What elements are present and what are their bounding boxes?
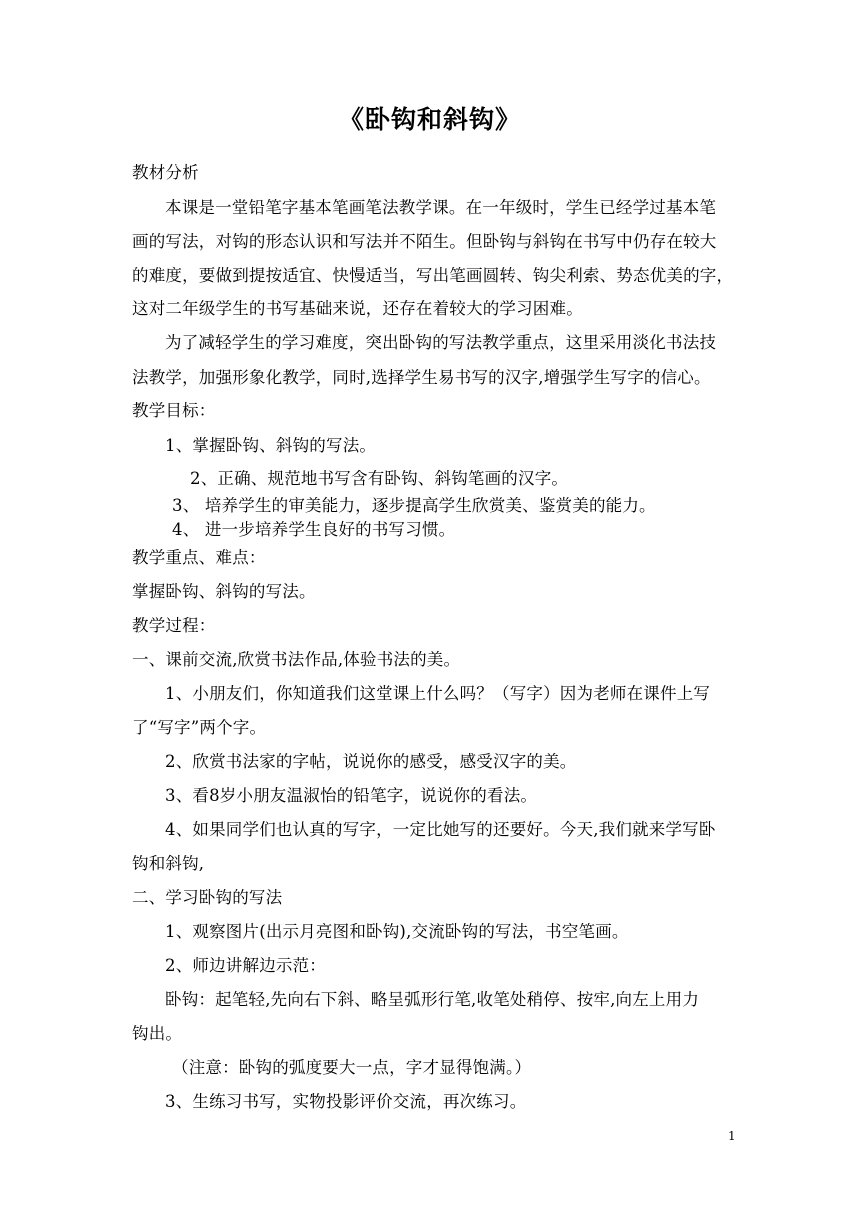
paragraph-line: 钩出。 bbox=[132, 1024, 183, 1043]
paragraph-line: 这对二年级学生的书写基础来说，还存在着较大的学习困难。 bbox=[132, 299, 583, 318]
section-heading-analysis: 教材分析 bbox=[132, 163, 199, 182]
paragraph-line: 2、师边讲解边示范： bbox=[165, 956, 326, 975]
document-title: 《卧钩和斜钩》 bbox=[338, 105, 521, 134]
goal-item: 3、 培养学生的审美能力，逐步提高学生欣赏美、鉴赏美的能力。 bbox=[172, 496, 656, 515]
paragraph-line: 法教学，加强形象化教学，同时,选择学生易书写的汉字,增强学生写字的信心。 bbox=[132, 368, 711, 387]
paragraph-line: 画的写法，对钩的形态认识和写法并不陌生。但卧钩与斜钩在书写中仍存在较大 bbox=[132, 232, 717, 251]
paragraph-line: 4、如果同学们也认真的写字，一定比她写的还要好。今天,我们就来学写卧 bbox=[165, 820, 716, 839]
paragraph-line: 掌握卧钩、斜钩的写法。 bbox=[132, 582, 316, 601]
paragraph-line: 1、观察图片(出示月亮图和卧钩),交流卧钩的写法，书空笔画。 bbox=[165, 922, 629, 941]
section-heading-process: 教学过程： bbox=[132, 616, 216, 635]
goal-item: 2、正确、规范地书写含有卧钩、斜钩笔画的汉字。 bbox=[190, 469, 569, 488]
paragraph-line: 的难度，要做到提按适宜、快慢适当，写出笔画圆转、钩尖利索、势态优美的字， bbox=[132, 266, 734, 285]
page-number: 1 bbox=[728, 1129, 736, 1143]
paragraph-line: 了“写字”两个字。 bbox=[132, 718, 267, 737]
paragraph-line: 钩和斜钩, bbox=[132, 854, 205, 873]
paragraph-line: 为了减轻学生的学习难度，突出卧钩的写法教学重点，这里采用淡化书法技 bbox=[165, 333, 717, 352]
paragraph-line: 卧钩：起笔轻,先向右下斜、略呈弧形行笔,收笔处稍停、按牢,向左上用力 bbox=[165, 990, 700, 1009]
paragraph-line: （注意：卧钩的弧度要大一点，字才显得饱满。） bbox=[172, 1058, 532, 1077]
section-heading-key-points: 教学重点、难点： bbox=[132, 548, 266, 567]
section-heading-goals: 教学目标： bbox=[132, 401, 216, 420]
process-step-heading: 二、学习卧钩的写法 bbox=[132, 888, 283, 907]
paragraph-line: 1、小朋友们，你知道我们这堂课上什么吗？（写字）因为老师在课件上写 bbox=[165, 684, 711, 703]
goal-item: 4、 进一步培养学生良好的书写习惯。 bbox=[172, 520, 456, 539]
goal-item: 1、掌握卧钩、斜钩的写法。 bbox=[165, 436, 377, 455]
paragraph-line: 3、生练习书写，实物投影评价交流，再次练习。 bbox=[165, 1092, 527, 1111]
process-step-heading: 一、课前交流,欣赏书法作品,体验书法的美。 bbox=[132, 650, 461, 669]
paragraph-line: 3、看8岁小朋友温淑怡的铅笔字，说说你的看法。 bbox=[165, 786, 538, 805]
paragraph-line: 2、欣赏书法家的字帖，说说你的感受，感受汉字的美。 bbox=[165, 752, 577, 771]
paragraph-line: 本课是一堂铅笔字基本笔画笔法教学课。在一年级时，学生已经学过基本笔 bbox=[165, 198, 717, 217]
